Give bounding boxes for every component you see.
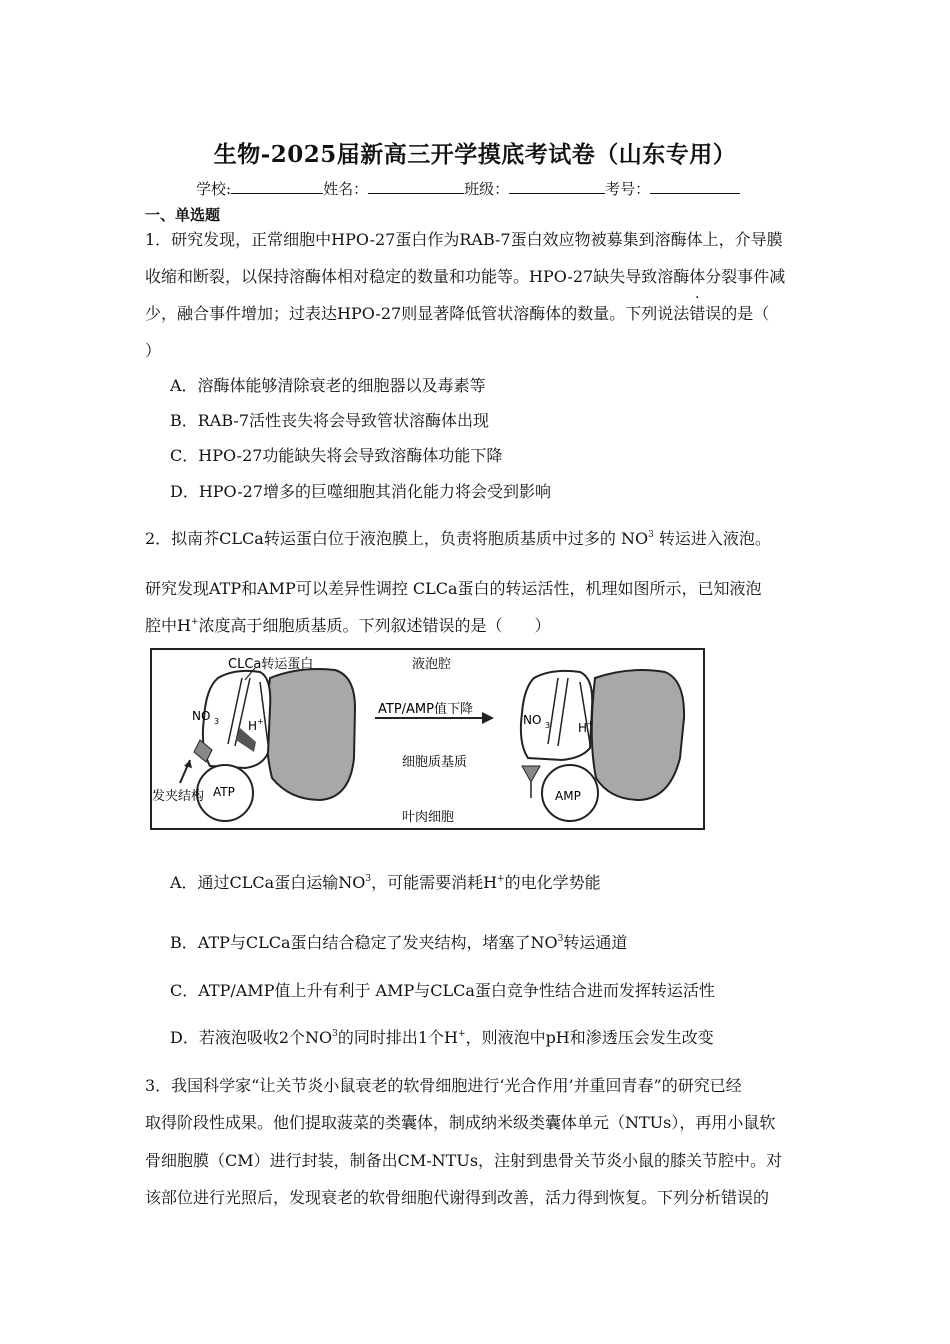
- q2-option-a-mid: ，可能需要消耗H: [371, 873, 498, 892]
- q2-line-1-text: 2．拟南芥CLCa转运蛋白位于液泡膜上，负责将胞质基质中过多的: [145, 529, 616, 548]
- number-blank[interactable]: [650, 179, 740, 194]
- clca-label: CLCa转运蛋白: [228, 657, 314, 672]
- right-no3-label: NO: [523, 713, 542, 727]
- q2-option-b[interactable]: [170, 930, 627, 953]
- q2-option-d-charge: +: [458, 1029, 466, 1039]
- q1-option-c[interactable]: C．HPO-27功能缺失将会导致溶酶体功能下降: [170, 446, 503, 465]
- left-h-label: H: [248, 719, 258, 733]
- right-h-label: H: [578, 721, 588, 735]
- right-no3-sub: 3: [545, 721, 551, 730]
- vacuole-label: 液泡腔: [412, 657, 452, 672]
- q2-option-a-tail: 的电化学势能: [504, 873, 601, 892]
- q2-option-d-text: D．若液泡吸收2个NO: [170, 1028, 333, 1047]
- q2-h-charge: +: [190, 617, 199, 627]
- school-blank[interactable]: [231, 179, 323, 194]
- right-h-sup: +: [587, 719, 594, 728]
- ratio-arrow-label: ATP/AMP值下降: [378, 702, 473, 717]
- exam-title: 生物-2025届新高三开学摸底考试卷（山东专用）: [213, 141, 737, 168]
- q2-option-b-text: B．ATP与CLCa蛋白结合稳定了发夹结构，堵塞了NO: [170, 933, 558, 952]
- number-label: 考号：: [605, 180, 651, 198]
- q2-option-a-index: 3: [365, 874, 372, 884]
- class-label: 班级：: [464, 180, 510, 198]
- q2-no3-symbol: NO: [620, 529, 649, 548]
- q2-option-d-mid: 的同时排出1个H: [337, 1028, 459, 1047]
- q2-option-d[interactable]: [170, 1025, 714, 1048]
- q1-emphasis-char: 错: [689, 304, 706, 323]
- q1-option-d[interactable]: D．HPO-27增多的巨噬细胞其消化能力将会受到影响: [170, 482, 552, 501]
- class-blank[interactable]: [509, 179, 605, 194]
- q1-line-1: 1．研究发现，正常细胞中HPO-27蛋白作为RAB-7蛋白效应物被募集到溶酶体上，介导膜: [145, 230, 783, 249]
- left-protein-gray-subunit: [266, 669, 355, 800]
- q2-line-1: [145, 526, 771, 549]
- q2-option-c[interactable]: C．ATP/AMP值上升有利于 AMP与CLCa蛋白竞争性结合进而发挥转运活性: [170, 981, 715, 1000]
- q1-line-3-tail: 误的是（: [705, 304, 770, 323]
- name-label: 姓名：: [323, 180, 369, 198]
- q2-line-2: 研究发现ATP和AMP可以差异性调控 CLCa蛋白的转运活性，机理如图所示，已知液泡: [145, 579, 762, 598]
- q2-option-d-index: 3: [332, 1029, 338, 1039]
- q2-option-d-tail: ，则液泡中pH和渗透压会发生改变: [465, 1028, 714, 1047]
- left-h-sup: +: [257, 717, 264, 726]
- q2-option-a[interactable]: [170, 870, 601, 893]
- name-blank[interactable]: [368, 179, 464, 194]
- q2-option-a-text: A．通过CLCa蛋白运输NO: [170, 873, 366, 892]
- atp-label: ATP: [213, 785, 235, 799]
- q2-line-3-text: 腔中H: [145, 616, 191, 635]
- q2-option-b-tail: 转运通道: [563, 933, 628, 952]
- q2-option-a-charge: +: [497, 874, 505, 884]
- q1-line-4: ）: [145, 341, 162, 360]
- right-protein-gray-subunit: [592, 670, 684, 800]
- clca-mechanism-figure: [150, 648, 705, 830]
- q2-line-3-tail: 浓度高于细胞质基质。下列叙述错误的是（ ）: [198, 616, 551, 635]
- student-info-line: [196, 178, 740, 199]
- cell-label: 叶肉细胞: [402, 810, 455, 825]
- hairpin-label: 发夹结构: [152, 789, 205, 804]
- q3-line-2: 取得阶段性成果。他们提取菠菜的类囊体，制成纳米级类囊体单元（NTUs），再用小鼠软: [145, 1113, 776, 1132]
- q3-line-1: 3．我国科学家“让关节炎小鼠衰老的软骨细胞进行‘光合作用’并重回青春”的研究已经: [145, 1076, 742, 1095]
- q2-line-1-tail: 转运进入液泡。: [658, 529, 771, 548]
- q2-line-3: [145, 613, 551, 636]
- q2-no3-index: 3: [648, 530, 654, 540]
- q2-option-b-index: 3: [557, 934, 564, 944]
- q1-line-3-text: 少，融合事件增加；过表达HPO-27则显著降低管状溶酶体的数量。下列说法: [145, 304, 690, 323]
- q1-option-b[interactable]: B．RAB-7活性丧失将会导致管状溶酶体出现: [170, 411, 490, 430]
- q1-option-a[interactable]: A．溶酶体能够清除衰老的细胞器以及毒素等: [170, 376, 486, 395]
- q3-line-3: 骨细胞膜（CM）进行封装，制备出CM-NTUs，注射到患骨关节炎小鼠的膝关节腔中。对: [145, 1151, 783, 1170]
- section-title: 一、单选题: [145, 206, 221, 224]
- left-no3-sub: 3: [214, 717, 220, 726]
- cytoplasm-label: 细胞质基质: [402, 755, 468, 770]
- q1-line-3: [145, 301, 769, 324]
- amp-label: AMP: [555, 789, 581, 803]
- q3-line-4: 该部位进行光照后，发现衰老的软骨细胞代谢得到改善，活力得到恢复。下列分析错误的: [145, 1188, 770, 1207]
- school-label: 学校:: [196, 180, 232, 198]
- q1-line-2: 收缩和断裂，以保持溶酶体相对稳定的数量和功能等。HPO-27缺失导致溶酶体分裂事件减: [145, 267, 786, 286]
- left-no3-label: NO: [192, 709, 211, 723]
